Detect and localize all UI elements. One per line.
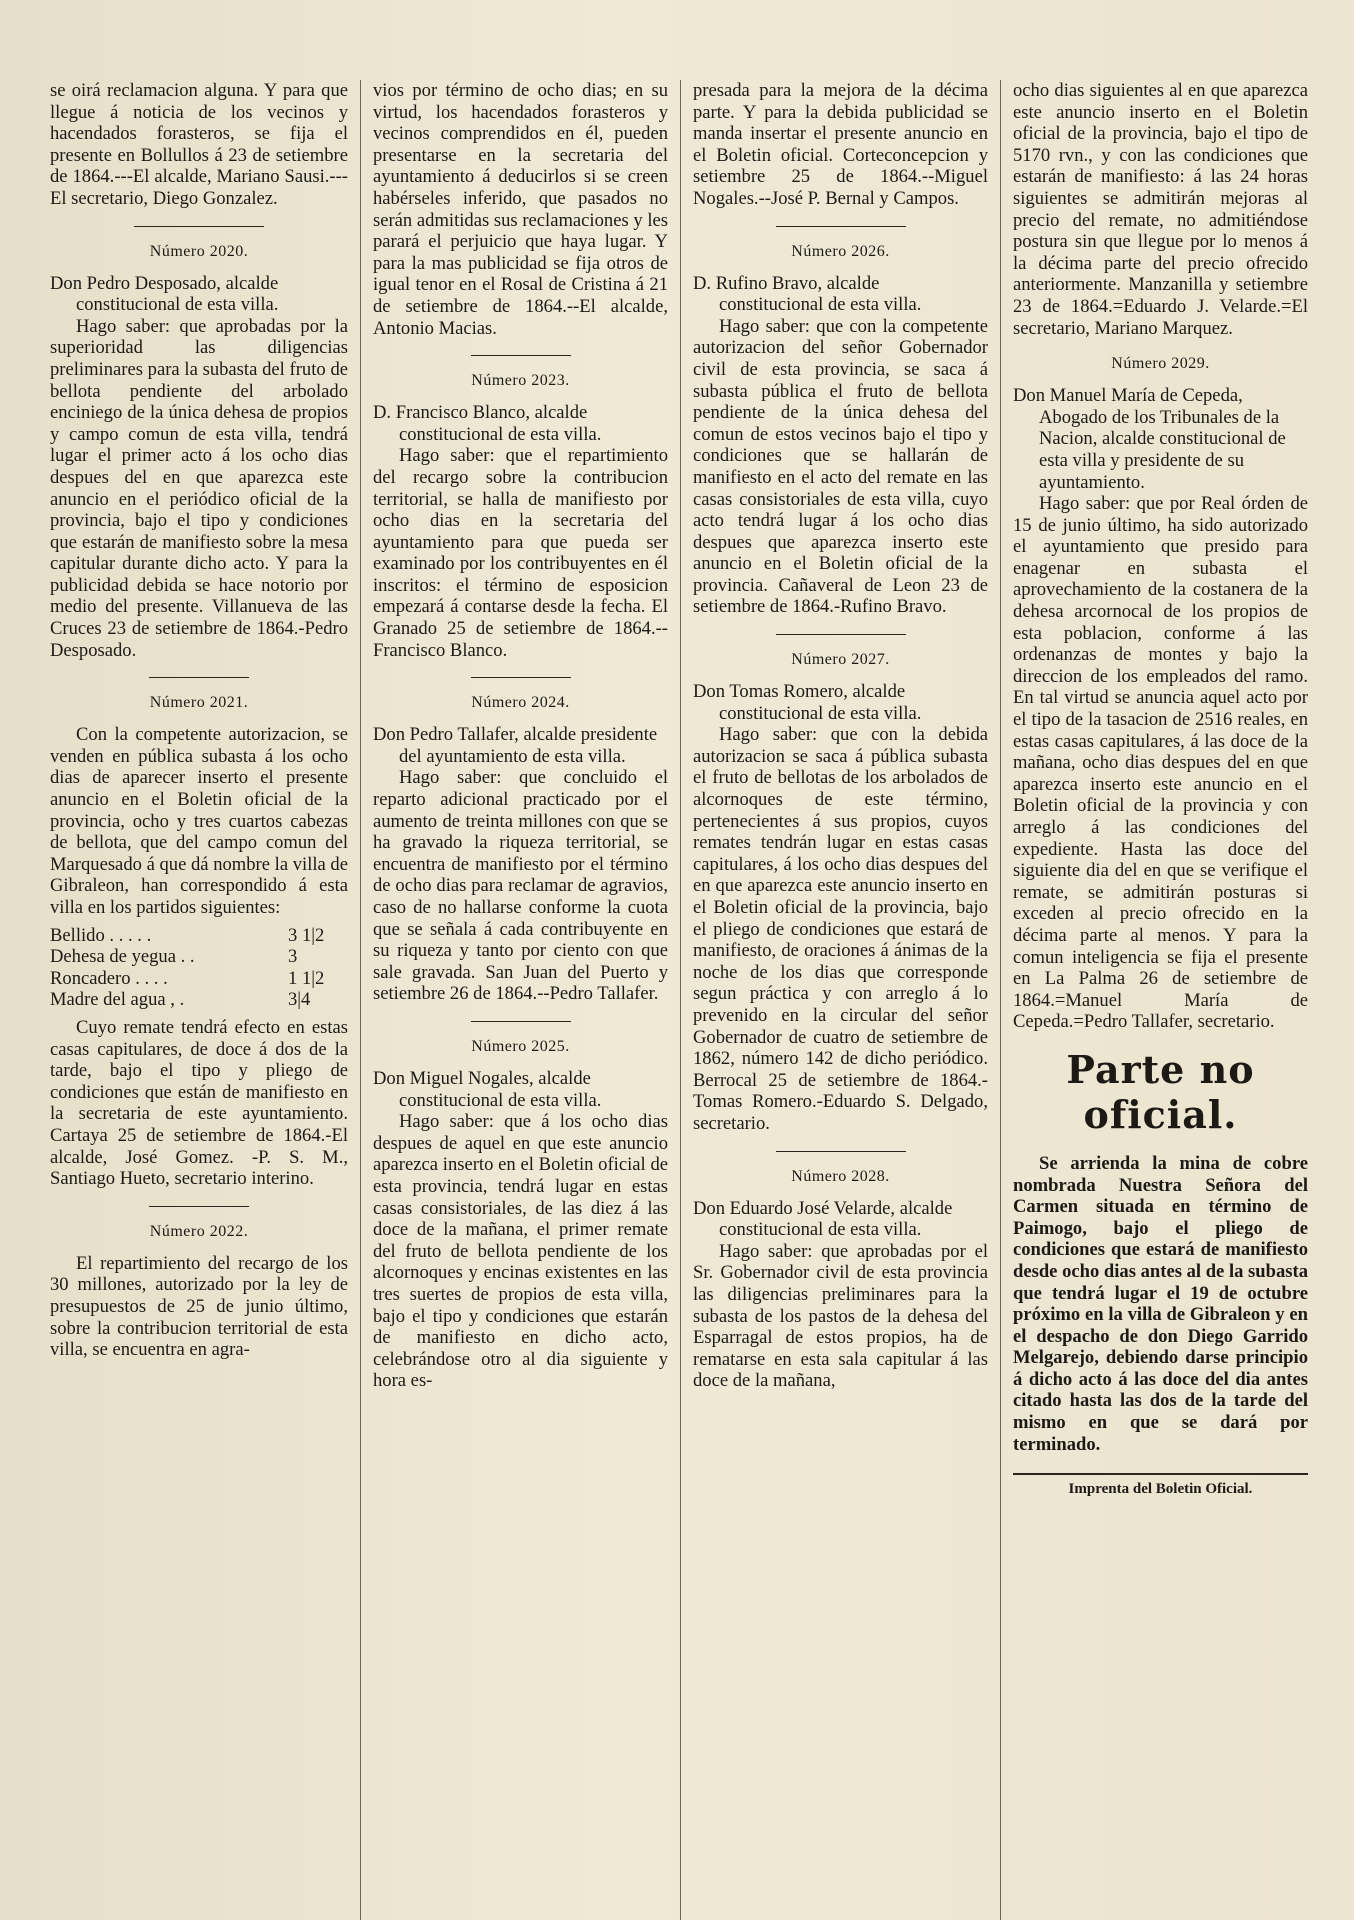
columns [40,80,1340,1920]
notice-heading: Don Tomas Romero, alcalde constitucional de esta villa. [693,681,922,724]
table-row [50,968,348,990]
notice-body: Cuyo remate tendrá efecto en estas casas capitulares, de doce á dos de la tarde, bajo el tipo y pliego de condiciones que están de manifiesto en la secretaria de este ayuntamiento. Cartaya 25 de setiembre de 1864.-El alcalde, José Gomez. -P. S. M., Santiago Hueto, secretario interino. [50,1016,348,1190]
notice-number: Número 2021. [149,694,249,712]
table-value: 1 1|2 [288,967,325,989]
divider [471,355,571,356]
table-value: 3|4 [288,989,311,1011]
notice-body: Hago saber: que concluido el reparto adicional practicado por el aumento de treinta millones con que se ha gravado la riqueza territorial, se encuentra de manifiesto por el término de ocho dias para reclamar de agravios, caso de no hallarse conforme la cuota que se señala á cada contribuyente en su riqueza y tanto por ciento con que sale gravada. San Juan del Puerto y setiembre 26 de 1864.--Pedro Tallafer. [373,767,668,1005]
divider [471,1021,571,1022]
notice-number: Número 2023. [471,372,570,390]
notice-heading: Don Pedro Tallafer, alcalde presidente del ayuntamiento de esta villa. [373,724,658,767]
divider [471,677,571,678]
notice-heading: Don Miguel Nogales, alcalde constitucional de esta villa. [373,1067,602,1111]
notice-body: Con la competente autorizacion, se venden en pública subasta á los ocho dias de aparecer inserto el presente anuncio en el Boletin oficial de la provincia, ocho y tres cuartos cabezas de bellota, que del campo comun del Marquesado á que dá nombre la villa de Gibraleon, han correspondido á esta villa en los partidos siguientes: [50,724,348,918]
divider [149,677,249,678]
acorn-table [50,925,348,1011]
column-3 [680,80,1000,1920]
notice-number: Número 2025. [471,1037,570,1055]
table-label: Madre del agua , . [50,989,185,1011]
notice-continuation: ocho dias siguientes al en que aparezca este anuncio inserto en el Boletin oficial de la provincia, bajo el tipo de 5170 rvn., y con las condiciones que estarán de manifiesto: á las 24 horas siguientes se admitirán mejoras al precio del remate, no admitiéndose postura sin que llegue por lo menos á la décima parte del precio ofrecido anteriormente. Manzanilla y setiembre 23 de 1864.=Eduardo J. Velarde.=El secretario, Mariano Marquez. [1013,80,1308,339]
notice-body: Hago saber: que á los ocho dias despues de aquel en que este anuncio aparezca inserto en el Boletin oficial de esta provincia, tendrá lugar en estas casas consistoriales, de las diez á las doce de la mañana, el primer remate del fruto de bellota pendiente de los alcornoques y encinas existentes en las tres suertes de propios de esta villa, bajo el tipo y condiciones que estarán de manifiesto en dicho acto, celebrándose otro al dia siguiente y hora es- [373,1111,668,1392]
notice-number: Número 2022. [149,1222,249,1240]
notice-number: Número 2028. [791,1167,890,1185]
table-label: Dehesa de yegua . . [50,946,195,968]
table-row [50,946,348,968]
notice-heading: Don Manuel María de Cepeda, Abogado de los Tribunales de la Nacion, alcalde constitucional de esta villa y presidente de su ayuntamiento. [1013,385,1286,493]
notice-number: Número 2020. [149,242,249,260]
notice-continuation: vios por término de ocho dias; en su virtud, los hacendados forasteros y vecinos comprendidos en él, pueden presentarse en la secretaria del ayuntamiento á deducirlos si se creen habérseles inferido, que pasados no serán admitidas sus reclamaciones y les parará el perjuicio que haya lugar. Y para la mas publicidad se fija otros de igual tenor en el Rosal de Cristina á 21 de setiembre de 1864.--El alcalde, Antonio Macias. [373,80,668,339]
notice-heading: Don Eduardo José Velarde, alcalde constitucional de esta villa. [693,1197,953,1241]
notice-body: Hago saber: que con la debida autorizacion se saca á pública subasta el fruto de bellotas de los arbolados de alcornoques de este término, pertenecientes á sus propios, cuyos remates tendrán lugar en estas casas capitulares, á los ocho dias despues del en que aparezca este anuncio inserto en el Boletin oficial de la provincia, bajo el pliego de condiciones que estará de manifiesto, de oraciones á ánimas de la noche de los dias que corresponde segun práctica y con arreglo á lo prevenido en la circular del señor Gobernador de cuatro de setiembre de 1862, número 142 de dicho periódico. Berrocal 25 de setiembre de 1864.-Tomas Romero.-Eduardo S. Delgado, secretario. [693,724,988,1134]
table-label: Bellido . . . . . [50,924,152,946]
divider [776,226,906,227]
notice-number: Número 2029. [1111,355,1210,373]
table-label: Roncadero . . . . [50,967,168,989]
section-heading: Parte no oficial. [1066,1046,1255,1137]
nonofficial-section [1013,1153,1308,1455]
notice-heading: D. Rufino Bravo, alcalde constitucional de esta villa. [693,272,922,316]
notice-heading: Don Pedro Desposado, alcalde constitucional de esta villa. [50,272,279,316]
divider [134,226,264,227]
notice-number: Número 2026. [791,242,890,260]
notice-body: Hago saber: que por Real órden de 15 de junio último, ha sido autorizado el ayuntamiento que presido para enagenar en subasta el aprovechamiento de la costanera de la dehesa arcornocal de los propios de esta poblacion, conforme á las ordenanzas de montes y bajo la direccion de los empleados del ramo. En tal virtud se anuncia aquel acto por el tipo de la tasacion de 2516 reales, en estas casas capitulares, á las doce de la mañana, ocho dias despues del en que aparezca inserto este anuncio en el Boletin oficial de la provincia y con arreglo á las condiciones del expediente. Hasta las doce del siguiente dia del en que se verifique el remate, se admitirán posturas si exceden al precio ofrecido en la décima parte al menos. Y para la comun inteligencia se fija el presente en La Palma 26 de setiembre de 1864.=Manuel María de Cepeda.=Pedro Tallafer, secretario. [1013,493,1308,1033]
table-value: 3 1|2 [288,924,325,946]
notice-body: Hago saber: que aprobadas por la superioridad las diligencias preliminares para la subasta del fruto de bellota pendiente del arbolado enciniego de la única dehesa de propios y campo comun de esta villa, tendrá lugar el primer acto á los ocho dias despues del en que aparezca este anuncio en el periódico oficial de la provincia, bajo el tipo y condiciones que estarán de manifiesto sobre la mesa capitular durante dicho acto. Y para la publicidad debida se hace notorio por medio del presente. Villanueva de las Cruces 23 de setiembre de 1864.-Pedro Desposado. [50,315,348,661]
column-4 [1000,80,1320,1920]
column-2 [360,80,680,1920]
notice-heading: D. Francisco Blanco, alcalde constitucional de esta villa. [373,402,602,445]
column-1 [40,80,360,1920]
printer-footer: Imprenta del Boletin Oficial. [1013,1473,1308,1498]
notice-body: Hago saber: que con la competente autorizacion del señor Gobernador civil de esta provincia, se saca á subasta pública el fruto de bellota pendiente de la única dehesa del comun de estos vecinos bajo el tipo y condiciones que se hallarán de manifiesto en el acto del remate en las casas consistoriales de esta villa, cuyo acto tendrá lugar á los ocho dias despues que aparezca inserto este anuncio en el Boletin oficial de la provincia. Cañaveral de Leon 23 de setiembre de 1864.-Rufino Bravo. [693,315,988,618]
notice-continuation: se oirá reclamacion alguna. Y para que llegue á noticia de los vecinos y hacendados forasteros, se fija el presente en Bollullos á 23 de setiembre de 1864.---El alcalde, Mariano Sausi.--- El secretario, Diego Gonzalez. [50,80,348,209]
table-row [50,925,348,947]
notice-number: Número 2027. [791,651,890,669]
notice-body: Se arrienda la mina de cobre nombrada Nuestra Señora del Carmen situada en término de Paimogo, bajo el pliego de condiciones que estará de manifiesto desde ocho dias antes al de la subasta que tendrá lugar el 19 de octubre próximo en la villa de Gibraleon y en el despacho de don Diego Garrido Melgarejo, debiendo darse principio á dicho acto á las doce del dia antes citado hasta las dos de la tarde del mismo en que se dará por terminado. [1013,1152,1308,1455]
table-value: 3 [288,946,298,968]
table-row [50,989,348,1011]
notice-body: Hago saber: que el repartimiento del recargo sobre la contribucion territorial, se halla de manifiesto por ocho dias en la secretaria del ayuntamiento para que pueda ser examinado por los contribuyentes en él inscritos: el término de esposicion empezará á contarse desde la fecha. El Granado 25 de setiembre de 1864.--Francisco Blanco. [373,445,668,661]
divider [149,1206,249,1207]
divider [776,1151,906,1152]
divider [776,634,906,635]
notice-body: Hago saber: que aprobadas por el Sr. Gobernador civil de esta provincia las diligencias preliminares para la subasta de los pastos de la dehesa del Esparragal de estos propios, ha de rematarse en esta sala capitular á las doce de la mañana, [693,1240,988,1392]
notice-body: El repartimiento del recargo de los 30 millones, autorizado por la ley de presupuestos de 25 de junio último, sobre la contribucion territorial de esta villa, se encuentra en agra- [50,1252,348,1361]
notice-continuation: presada para la mejora de la décima parte. Y para la debida publicidad se manda insertar el presente anuncio en el Boletin oficial. Corteconcepcion y setiembre 25 de 1864.--Miguel Nogales.--José P. Bernal y Campos. [693,80,988,209]
notice-number: Número 2024. [471,694,570,712]
